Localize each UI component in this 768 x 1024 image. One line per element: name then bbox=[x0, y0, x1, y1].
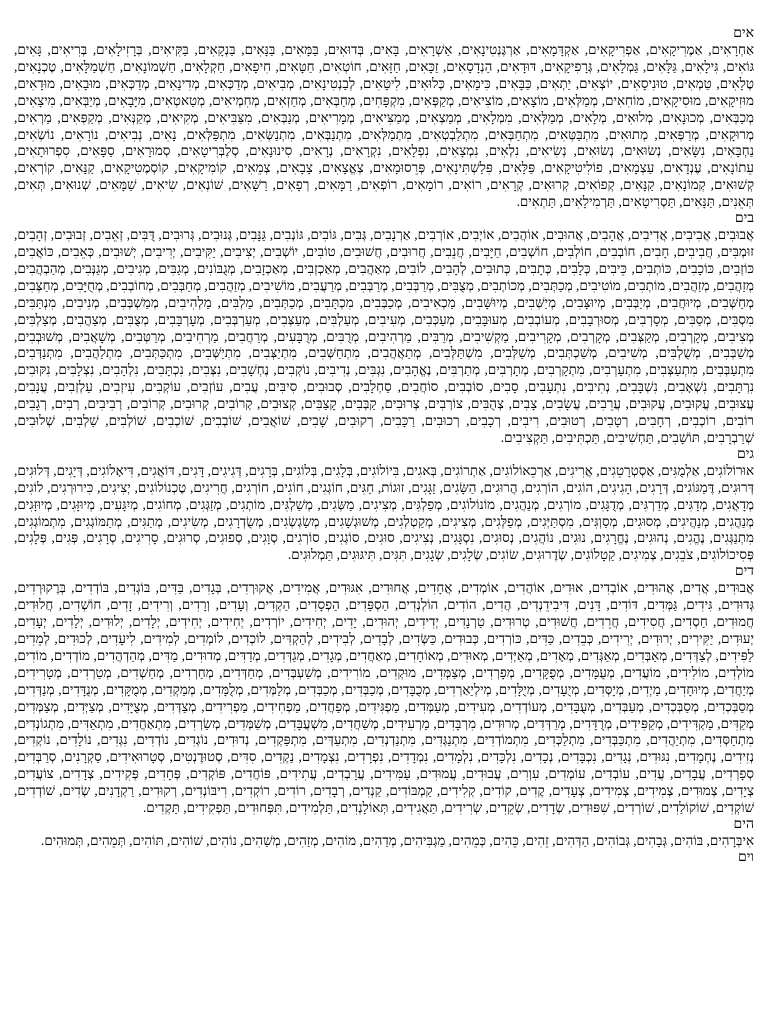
section-heading: דים bbox=[734, 564, 754, 580]
word-list-page bbox=[0, 26, 768, 1016]
section-word-list: אֲבוּדִים, אֲדִים, אֲהוּדִים, אוֹבְדִים, אוּדִים, אוֹהֲדִים, אוֹמְדִים, אֲחָדִים, אֲחוּדִים, אִגּוּדִים, אֲמִידִים, אֲקוּרְדִים, בְּגָדִים, בַּדִּים, בּוֹגְדִים, בּוֹדְדִים, בְּרֶקוּרְדִים, גְּדוּדִים, גִּידִים, גַּמְּדִים, דּוֹדִים, דָּנִים, דִּיבִידֵנְדִים, הֲדִים, הוֹדִים, הוֹלְנְדִים, הַסְפָּדִים, הַפְסָדִים, הַקְדִים, וְעָדִים, וְרָדִים, וְרִידִים, זָדִים, חוֹשְׁדִים, חֲלוּדִים, חֲמוּדִים, חַסְדִים, חֲסִידִים, חֲרֵדִים, חֲשׁוּדִים, טְרוּדִים, טַרְנָדִים, יְדִידִים, יְהוּדִים, יָדִים, יְחִידִים, יוֹרְדִים, יְחִידִים, יְחִידִים, יְלָדִים, יְלוּדִים, יְלָדִים, יְעָדִים, יְעוּדִים, יַקִּירִים, יְרוּדִים, יְרִידִים, כְּבֵדִים, כַּדִּים, כּוֹרְדִים, כְּבוּדִים, כַּשְּׂדִים, לְבָדִים, לְבִידִים, לְהַקְדִּים, לוֹכְדִים, לוֹמְדִים, לְמִידִים, לִיעָדִים, לְכוּדִים, לְמֵדִים, לַפִּידִים, לְצַדְּדִים, מְאַבְּדִים, מְאַגְּדִים, מְאָדִים, מְאַיְּדִים, מְאוּדִים, מְאוֹחָדִים, מְאַחֲדִים, מְגָדִים, מְגַדְּדִים, מְדַדִּים, מְדוּדִים, מַדִּים, מְהַדְהֲדִים, מוֹדְדִים, מוֹדִים, מוֹלְדִים, מוֹלִידִים, מוֹעֲדִים, מְעֻמָּדִים, מְפֻקָּדִים, מְפָרְדִים, מְצַמְּדִים, מוּקְדִים, מוֹרִידִים, מְשַׁעְבְּדִים, מְחַדְּדִים, מְחַרְדִים, מְחַשְׁדִים, מְטַרְדִים, מְטָרִידִים, מְיַחֲדִים, מְיוּחָדִים, מַיְדִים, מְיָסְּדִים, מְיֻעָדִים, מְיֻלָּדִים, מְילְיַאַרְדִים, מְכֻבָּדִים, מְכַבְּדִים, מְכַבְּדִים, מְלַמְּדִים, מְלֻמָּדִים, מְמַקְדִים, מְמֻקָּדִים, מְנֻדָּדִים, מְנַדְּדִים, מְסַבְּכְדִים, מְסַבְּכְדִים, מְעַבְּדִים, מְעֻבָּדִים, מְעוֹדְדִים, מְעִידִים, מְעַמְּדִים, מַפְגִּידִים, מְפַחֲדִים, מַפְחִידִים, מַפְרִידִים, מְצַדְּדִים, מְצֻיָּדִים, מְצַיְּדִים, מְצַמְּדִים, מְקַדִּים, מַקְדִּידִים, מְקַפִּידִים, מְרֻדָּדִים, מְרַדְּדִים, מְרוּדִים, מִרְבָּדִים, מַרְעִידִים, מְשַׁחֲדִים, מִשְׁעֲבָּדִים, מְשַׁמְּדִים, מְשַׂרְדִים, מִתְאַחֲדִים, מִתְאַדִּים, מִתְגוֹנְדִים, מִתְחַסְּדִים, מִתְיַהֲדִים, מִתְכַּבְּדִים, מִתְלַכְּדִים, מִתְמוֹדְדִים, מִתְנַגְּדִים, מִתְנַדְנְדִים, מִתְעַדְּים, מִתְפַּקְדִים, נְדוּדִים, נוֹגְדִים, נוֹדְדִים, נִגְּדִים, נוֹלָדִים, נוֹקְדִים, נְזִידִים, נֶחְמָדִים, נִגּוּדִים, נְגָדִים, נִכְבָּדִים, נְכָדִים, נִלְכָּדִים, נִלְמָדִים, נִמְדָדִים, נִפְרָדִים, נִצְמָדִים, נַקְדִים, סִדִּים, סְטוּדֶנְטִים, סְטָרוּאִידִים, סַקְרָנִים, סְרַבְּדִים, סְפָרְדִים, עֲבָדִים, עֲדִים, עוֹבְדִים, עוֹמְדִים, עִוְרִים, עֲבוּדִים, עֲמוּדִים, עַמִּידִים, עֲרָבְדִים, עֲתִידִים, פּוֹחֲדִים, פּוֹקְדִים, פְּחָדִים, פְּקִידִים, צְדָדִים, צוֹעֲדִים, צְיָדִים, צְמוּדִים, צְמִידִים, צְמִידִים, צְעָדִים, קֶדִים, קוֹדִים, קְלִידִים, קַמְבּוֹדִים, קַנְדִים, רְבָדִים, רוֹדִים, רוֹקְדִים, רִיבּוֹנְדִים, רְקוּדִים, רַקְדָנִים, שְׂדִים, שׁוֹדְדִים, שׁוֹקְדִים, שׁוֹקוֹלַדִים, שׁוֹרְדִים, שִׁפּוּדִים, שְׂדָדִים, שְׂקֵדִים, שְׂרִידִים, תַּאֲגִידִים, תְּאוֹלָנְדִים, תַּלְמִידִים, תִּפְּחוּדִים, תַּפְקִידִים, תַּקְדִים. bbox=[14, 580, 754, 816]
section-him bbox=[14, 817, 754, 850]
section-gim bbox=[14, 447, 754, 564]
section-word-list: אַחְרָאִים, אַמֶרִיקָאִים, אַפְרִיקָאִים, אַקְדָּמָאִים, אַרְגֶּנְטִינָאִים, אַשְׁרָאִים, בָּאִים, בְּדוּאִים, בַּמָּאִים, בַּנָּאִים, בַּנְקָאִים, בַּקִּיאִים, בְּרָזִילָאִים, בְּרִיאִים, גָּאִים, גּוֹאִים, גִּילָאִים, גַּלָּאִים, גַּמְלָאִים, גְּרָפִיקָאִים, דּוּדָאִים, הַנְדָסָאִים, זַכָּאִים, חַזָּאִים, חוֹטְאִים, חַטָּאִים, חִיפָאִים, חַקְלָאִים, חַשְׁמוֹנָאִים, חַשְׁמַלָּאִים, טֶכְנָאִים, טֶלָאִים, טַמְאִים, טוּנִיסָאִים, יוֹצְאִים, יַתְאִים, כַּבָּאִים, כִּימָאִים, כְּלוּאִים, לִיטָאִים, לְבַנְטִינָאִים, מְבִיאִים, מְדַכְּאִים, מְדִינָאִים, מְדַכְּאִים, מוּבָאִים, מוּדָאִים, מוּזִיקָאִים, מוּסִיקָאִים, מוֹחִאִים, מְמַלְּאִים, מוֹצָאִים, מוֹצִיאִים, מְקַפְּאִים, מִקְפָּחִים, מְחַבְּאִים, מְחַזְאִים, מְחִמְיאִים, מְטַאטְאִים, מִיָּבָאִים, מְיַבְּאִים, מִיצָאִים, מְכַבְּאִים, מְכוּנָאִים, מְלוּאִים, מְלָאִים, מְמַלְּאִים, מִמְלָאִים, מְמַצְאִים, מְמַצִּיאִים, מְמָרִיאִים, מְנַבְּאִים, מִצַּבִּיאִים, מְקִיאִים, מְקַנְּאִים, מְקַפְּאִים, מַרְאִים, מְרוּקָאִים, מְרַפְּאִים, מְתוּאִים, מִתְבַּטְּאִים, מִתְחַבְּאִים, מִתְלַבְטְאִים, מִתְמַלְּאִים, מִתְנַבְּאִים, מִתְנַשְּׂאִים, מִתְפַּלְּאִים, נָאִים, נְבִיאִים, נוֹרָאִים, נוֹשְׂאִים, נַחְבָּאִים, נִשָּׂאִים, נְשׂוּאִים, נְשׂוּאִים, נְשִׂיאִים, נִלְאִים, נִמְצָאִים, נִפְלָאִים, נִקְרָאִים, נְרָאִים, סִינוּנָאִים, סְלֶבְּרִיטָאִים, סְמוּרָאִים, סַפָּאִים, סִפְרוּתָאִים, עֵתוֹנָאִים, עֶנְדָאִים, עַצְמָאִים, פוֹלִיטִיקָאִים, פַּלָּאִים, פִּלַשְׁתִּינָאִים, פְּרֵסוּמָאִים, צְאֱצָאִים, צָבָאִים, צְמֵאִים, קוֹמִיקָאִים, קוֹסְמֶטִיקָאִים, קַנָּאִים, קוֹרְאִים, קְשׁוּאִים, קְמוֹנָאִים, קַנָּאִים, קְפוֹאִים, קְרוּאִים, קְרָאִים, רוֹאִים, רוֹמָאִים, רוֹפְאִים, רַמָּאִים, רְפָאִים, רַשָּׁאִים, שׁוֹנְאִים, שִׂיאִים, שַׁמָּאִים, שְׁנוּאִים, תְּאִים, תְּאֵנִים, תַּנָּאִים, תַּסְרִיטָאִים, תַּרְמִילָאִים, תַּתְאִים. bbox=[14, 42, 754, 210]
section-word-list: אִיבְּרָהִים, בּוֹהִים, גְּבָהִים, גְּבוֹהִים, הַדְּהִים, זֵהִים, כֵּהִים, כְּמֵהִים, מַגְבִּיהִים, מְדַהִים, מוֹהִים, מְזַהִים, מְשַׁהִים, נוֹהִים, שׁוֹהִים, תּוֹהִים, תְּמֵהִים, תְּמוּהִים. bbox=[40, 832, 754, 848]
section-heading: אים bbox=[733, 26, 754, 41]
section-bim bbox=[14, 211, 754, 447]
section-word-list: אוּרוֹלוֹגִים, אַלְמֻגִּים, אַסְטְרָטֵגִים, אֲרִיגִים, אַרְכֵאוֹלוֹגִים, אַתְרוֹגִים, בְּאגִים, בִּיוֹלוֹגִים, בְּלָגִים, בְּלוֹגִים, בְּרָגִים, דְּגִיגִים, דָּגִים, דּוֹאֲגִים, דִּיאָלוֹגִים, דְּיָגִים, דְּלוּגִים, דְּרוּגִים, דֶּמַגּוֹגִים, דְּרָגִים, הָגִיגִים, הוֹגִים, הוֹרְגִים, הֲרוּגִים, הַשָּׂגִים, זַגָּגִים, זוּגוֹת, חַגִּים, חוֹגְגִים, חוֹגִים, חוֹרְגִים, חֲרִיגִים, טֶכְנוֹלוֹגִים, יְצִיגִים, כִּירוּרְגִים, לוֹגִים, מְדָאֲגִים, מְדָגִּים, מְדַרְגִּים, מְדֻגָּגִים, מוֹרְגִים, מְנַהֲגִים, מוֹנוֹלוֹגִים, מְפַלְגִּים, מְצִיגִים, מַשְּׂגִים, מְשַׁלְגִּים, מוֹתְגִים, מְזַגְּגִים, מְחוֹגִים, מְיִגָּעִים, מְיוּזָּגִים, מְיוּזָּגִים, מְנַהֲגִים, מְנַהֲיגִים, מְסוּגִים, מְסַוְגִּים, מִסְתַּיְּגִים, מְפַלְּגִים, מְצִיגִים, מְקַטְלְגִים, מְשׁוּגְשָׁגִים, מְשַׂגְשְׂגִים, מְשֻׂדְרָגִים, מְשִׂיגִים, מְתַגִּים, מְתַמּוֹגְגִים, מִתְמוֹגְגִים, מִתְנַגְּגִים, נֶהֱגִים, נְהוּגִים, נֶחֱרָגִים, נוּגִים, נוֹהֲגִים, נְסוּגִים, נִסְגָּגִים, נְצִיגִים, סוּגִים, סוֹגְגִים, סוֹרְגִים, סְוָגִים, סְפוּגִים, סְרוּגִים, סָרִיגִים, סְרָגִים, פְּגִים, פְּלָגִים, פְּסִיכוֹלוֹגִים, צֹבֵגִים, צְמִיגִים, קַטָלוֹגִים, שְׂדֶרוּגִים, שׂוֹגִים, שְׂלָגִים, שְׂגָגִים, תִּגִּים, תִּיגּוּגִים, תַּמְלוּגִים. bbox=[14, 462, 754, 563]
section-dim bbox=[14, 564, 754, 817]
section-heading: וים bbox=[738, 849, 754, 865]
section-heading: גים bbox=[736, 446, 754, 462]
section-vim bbox=[14, 850, 754, 866]
section-heading: בים bbox=[734, 211, 754, 227]
section-aim bbox=[14, 26, 754, 211]
section-word-list: אֲבוּבִים, אֲבִיבִים, אֲדִיבִים, אֲהָבִים, אֲהוּבִים, אוֹהֲבִים, אוֹיְבִים, אוֹרְבִים, אַרְנָבִים, גְּבִים, גּוֹבִים, גּוֹנְבִים, גַּנָּבִים, גְּנוּבִים, גְּרוּבִים, דֻּבִּים, זְאֵבִים, זְבוּבִים, זְהָבִים, זוּמְבִּים, חֲבִיבִים, חָבִים, חוֹבְבִים, חוֹלְבִים, חוֹשְׁבִים, חַיָּבִים, חֲנֵבִים, חֲרוּבִים, חֲשׁוּבִים, טוֹבִים, יוֹשְׁבִים, יְצִיבִים, יַקִּיבִים, יְרִיבִים, יְשׁוּבִים, כְּאֵבִים, כּוֹאֲבִים, כּוֹזְבִים, כּוֹכָבִים, כּוֹתְבִים, כֵּיבִים, כְּלָבִים, כְּתָבִים, כְּתוּבִים, לְהָבִים, לוֹבִים, מְאַהֲבִים, מְאַכְזְבִים, מְאַכְזָבִים, מְגֻבּוֹנִים, מְגַבִּים, מְגִיבִים, מְגַנְּבִים, מְהַבְהֲבִים, מְזַהֲבִים, מְזַהֲבִים, מוֹתְבִים, מוֹטִיבִים, מְכַתְּבִים, מְכוֹתְבִים, מְצֻבִּים, מְרַבְּבִים, מְרַבְּבִים, מְרַעֲבִים, מוֹשִׁיבִים, מְזַהֲבִים, מְחַבְּבִים, מְחוֹבְבִים, מְחֻיָּבִים, מְחַצְּבִים, מְחַשְּׁבִים, מְיוּחֲבִים, מְיַבְּבִים, מְיוּצָּבִים, מְיַשְּׁבִים, מְיוּשָּׁבִים, מַכְאִיבִים, מְכַבְּבִים, מִכְתָּבִים, מְכַתְּבִים, מַלְבִּים, מַלְהִיבִים, מְמַשְׁבְּבִים, מְנִיבִים, מִנְתַּבִּים, מִסְבִּים, מְסַבִּים, מְסָרְבִים, מְסוּרְבָבִים, מְעוֹבְבִים, מְעוּבָּבִים, מְעַכְּבִים, מְעִיבִים, מְעַלְבִּים, מְעַצְּבִים, מְעַרְבְּבִים, מְעָרְבָּבִים, מְצֻבִּים, מְצַהֲבִים, מְצַלְבִּים, מְצִיבִים, מְקָרְבִים, מְקַצְּבִים, מְקָרְבִים, מְקָרִיבִים, מַקְשִׁיבִים, מְרַבִּים, מַרְהִיבִים, מְרֻבִּים, מְרֻבָּעִים, מְרַחֲבִים, מַרְחִיבִים, מְרַטְּבִים, מְשָׁאֲבִים, מְשׁוּבְבִים, מְשַׁבְּבִים, מְשֻׁלְבִּים, מְשִׁיבִים, מְשַׁכְתְּבִים, מְשַׁלְּבִים, מִשְׁתַּלְּבִים, מְתַאֲהֲבִים, מִתְחַשְּׁבִים, מִתְיַצְּבִים, מִתְיַשְּׁבִים, מִתְכַּתְּבִים, מִתְלַהֲבִים, מִתְנַדְּבִים, מִתְעַבְּבִים, מִתְעַצְּבִים, מִתְעָרְבִים, מִתְקָרְבִים, מְתָרְבִים, מְתַרְבִּים, נֶאֱהָבִים, נִגְבִּים, נְדִיבִים, נוֹקְבִים, נֶחְשָׁבִים, נִצְּבִים, נִכְתָּבִים, נִלְהָבִים, נִצְלָבִים, נִקּוּבִים, נִרְתָּבִים, נִשְׁאָבִים, נִשְׁבָּבִים, נְתִיבִים, נִתְעָבִים, סָבִים, סוֹבְבִים, סוֹחֲבִים, סַחְלָבִים, סְבוּבִים, סִיבִּים, עֲבִים, עוֹזְבִים, עוֹקְבִים, עִיזְבִים, עַלְזְבִים, עֲנָבִים, עֲצוּבִים, עֲקוּבִים, עֲקוּבִים, עֲרֵבִים, עֲשָׂבִים, צָבִים, צְהֻבִּים, צוֹרְבִים, צְרוּבִים, קַבְּבִים, קָצַבִּים, קְצוּבִים, קְרוֹבִים, קְרוּבִים, קְרוֹבִים, רְבִיבִים, רְבִים, רְגָבִים, רוֹבִים, רוֹכְבִים, רְחָבִים, רְטָבִים, רְטוּבִים, רִיבִים, רְכָבִים, רְכוּבִים, רַכָּבִים, רְקוּבִים, שָׁבִים, שׁוֹאֲבִים, שׁוֹבְבִים, שׁוֹכְבִים, שׁוֹלְבִים, שַׁלְבִים, שְׁלוּבִים, שְׁרַבְרָבִים, תּוֹשָׁבִים, תַּחְשִׁיבִים, תַּכְתִּיבִים, תַּקְצִיבִים. bbox=[14, 227, 754, 445]
section-heading: הים bbox=[733, 816, 754, 832]
